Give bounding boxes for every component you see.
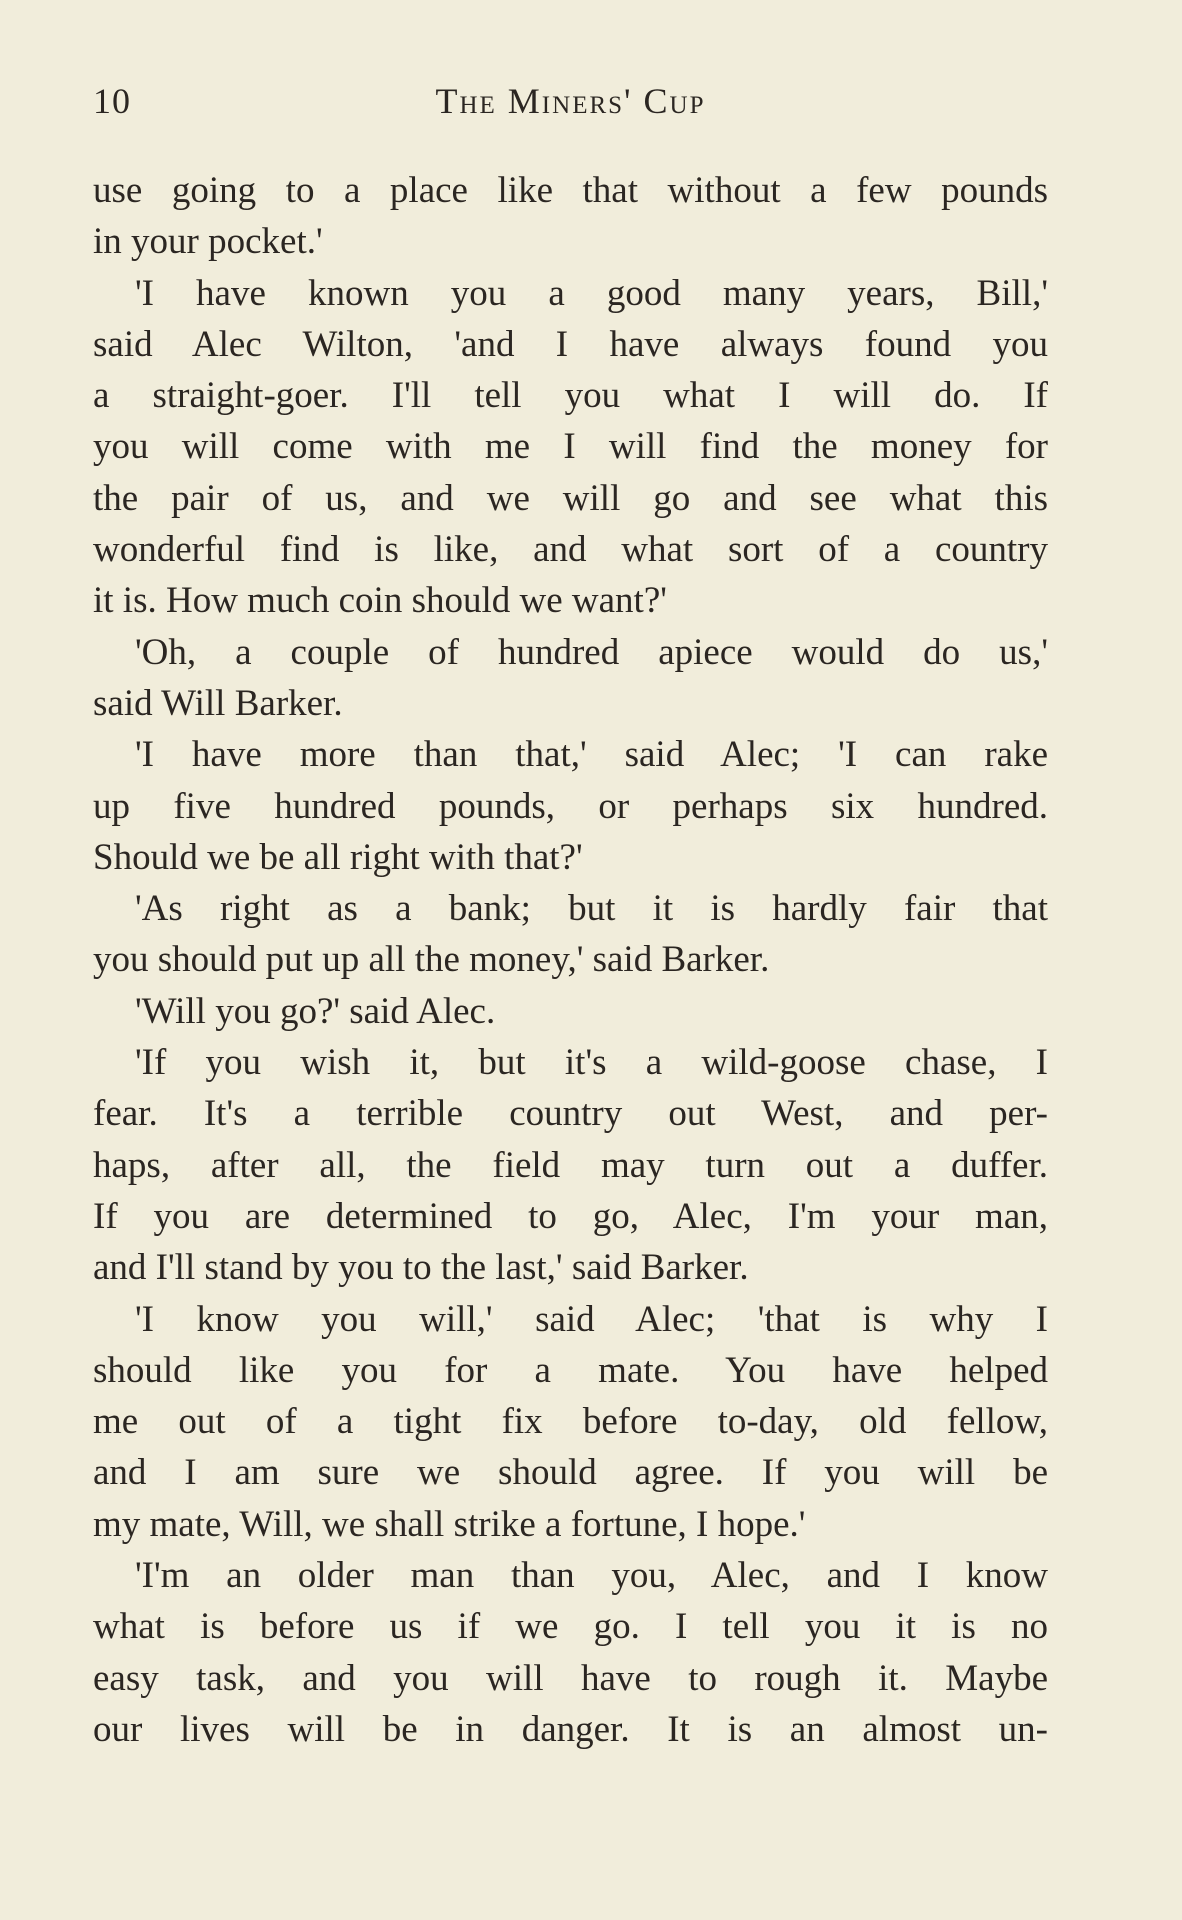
page-header — [93, 80, 1048, 130]
text-line: my mate, Will, we shall strike a fortune, I hope.' — [93, 1503, 806, 1545]
text-line: should like you for a mate. You have helped — [93, 1349, 1048, 1391]
text-line: use going to a place like that without a few pounds — [93, 170, 1048, 211]
text-line: 'As right as a bank; but it is hardly fair that — [135, 888, 1048, 930]
text-line: haps, after all, the field may turn out a duffer. — [93, 1144, 1048, 1186]
text-line: a straight-goer. I'll tell you what I will do. If — [93, 375, 1048, 417]
body-text — [93, 165, 1048, 1755]
text-line: 'If you wish it, but it's a wild-goose chase, I — [135, 1042, 1048, 1084]
text-line: fear. It's a terrible country out West, and per- — [93, 1093, 1048, 1135]
text-line: you will come with me I will find the money for — [93, 426, 1048, 468]
text-line: wonderful find is like, and what sort of a country — [93, 529, 1048, 571]
text-line: easy task, and you will have to rough it. Maybe — [93, 1657, 1048, 1699]
text-line: up five hundred pounds, or perhaps six hundred. — [93, 785, 1048, 827]
text-line: and I'll stand by you to the last,' said Barker. — [93, 1247, 749, 1289]
text-line: said Will Barker. — [93, 682, 343, 724]
text-line: 'I'm an older man than you, Alec, and I know — [135, 1555, 1048, 1597]
text-line: the pair of us, and we will go and see what this — [93, 477, 1048, 519]
page-number: 10 — [93, 81, 131, 121]
text-line: 'Will you go?' said Alec. — [135, 990, 496, 1032]
text-line: 'I have known you a good many years, Bill,' — [135, 272, 1048, 314]
text-line: Should we be all right with that?' — [93, 836, 583, 878]
text-line: and I am sure we should agree. If you will be — [93, 1452, 1048, 1494]
text-line: said Alec Wilton, 'and I have always found you — [93, 323, 1048, 365]
text-line: you should put up all the money,' said Barker. — [93, 939, 770, 981]
text-line: 'I know you will,' said Alec; 'that is why I — [135, 1298, 1048, 1340]
text-line: it is. How much coin should we want?' — [93, 580, 667, 622]
text-line: me out of a tight fix before to-day, old fellow, — [93, 1401, 1048, 1443]
text-line: what is before us if we go. I tell you it is no — [93, 1606, 1048, 1648]
text-line: If you are determined to go, Alec, I'm your man, — [93, 1195, 1048, 1237]
text-line: 'I have more than that,' said Alec; 'I can rake — [135, 734, 1048, 776]
running-title: The Miners' Cup — [435, 81, 706, 121]
text-line: our lives will be in danger. It is an almost un- — [93, 1708, 1048, 1750]
text-line: in your pocket.' — [93, 221, 323, 263]
text-line: 'Oh, a couple of hundred apiece would do us,' — [135, 631, 1048, 673]
